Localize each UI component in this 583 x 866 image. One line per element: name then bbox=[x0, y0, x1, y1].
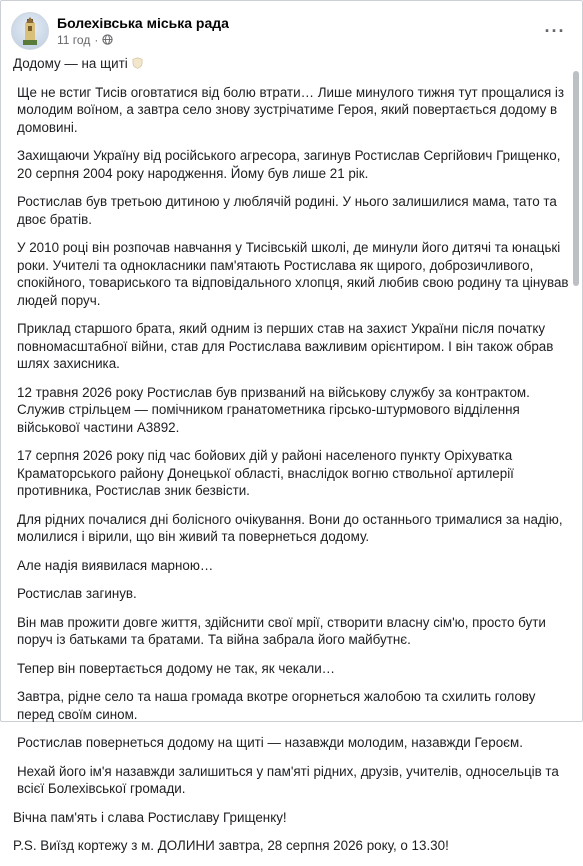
ps-line: P.S. Виїзд кортежу з м. ДОЛИНИ завтра, 28 серпня 2026 року, о 13.30! bbox=[13, 838, 449, 853]
paragraph: Захищаючи Україну від російського агресора, загинув Ростислав Сергійович Грищенко, 20 серпня 2004 року народження. Йому був лише 21 рік. bbox=[17, 148, 561, 181]
globe-icon bbox=[102, 34, 113, 45]
post-meta bbox=[57, 15, 540, 48]
paragraph: Ще не встиг Тисів оговтатися від болю втрати… Лише минулого тижня тут прощалися із молодим воїном, а завтра село знову зустрічатиме Героя, який повертається додому в домовині. bbox=[17, 84, 565, 135]
paragraph: 17 серпня 2026 року під час бойових дій у районі населеного пункту Оріхуватка Краматорського району Донецької області, внаслідок вогню ствольної артилерії противника, Ростислав зник безвісти. bbox=[17, 448, 514, 498]
closing-line: Вічна пам'ять і слава Ростиславу Грищенку! bbox=[13, 809, 287, 825]
paragraph: Приклад старшого брата, який одним із перших став на захист України після початку повномасштабної війни, став для Ростислава важливим орієнтиром. І він також обрав шлях захисника. bbox=[17, 321, 554, 371]
paragraph: 12 травня 2026 року Ростислав був призваний на військову службу за контрактом. Служив стрільцем — помічником гранатометника гірсько-штурмового відділення військової частини А3892. bbox=[17, 384, 530, 435]
paragraph: Він мав прожити довге життя, здійснити свої мрії, створити власну сім'ю, просто бути поруч із батьками та братами. Та війна забрала його майбутнє. bbox=[17, 614, 546, 647]
paragraph: Нехай його ім'я назавжди залишиться у пам'яті рідних, друзів, учителів, односельців та всієї Болехівської громади. bbox=[17, 763, 559, 796]
meta-separator: · bbox=[94, 32, 99, 47]
more-options-button[interactable]: ··· bbox=[544, 20, 566, 41]
post-title-line bbox=[13, 55, 575, 73]
post-time[interactable]: 11 год bbox=[57, 32, 91, 47]
post-body bbox=[13, 55, 575, 866]
post-header bbox=[11, 11, 570, 51]
paragraph: Тепер він повертається додому не так, як чекали… bbox=[17, 660, 336, 676]
post-title: Додому — на щиті bbox=[13, 56, 128, 71]
paragraph: Ростислав повернеться додому на щиті — назавжди молодим, назавжди Героєм. bbox=[17, 735, 523, 750]
shield-icon bbox=[132, 57, 143, 69]
paragraph: Ростислав був третьою дитиною у люблячій родині. У нього залишилися мама, тато та двоє братів. bbox=[17, 194, 557, 227]
paragraph: У 2010 році він розпочав навчання у Тисівській школі, де минули його дитячі та юнацькі роки. Учителі та однокласники пам'ятають Ростислава як щирого, доброзичливого, спокійного, товариського та відповідального хлопця, який любив свою родину та цінував людей поруч. bbox=[17, 240, 569, 308]
page-avatar[interactable] bbox=[11, 12, 49, 50]
post-subline bbox=[57, 32, 540, 48]
paragraph: Завтра, рідне село та наша громада вкотре огорнеться жалобою та схилить голову перед своїм сином. bbox=[17, 689, 536, 722]
coat-of-arms-icon bbox=[12, 13, 48, 49]
page-name-link[interactable]: Болехівська міська рада bbox=[57, 14, 229, 31]
paragraph: Але надія виявилася марною… bbox=[17, 557, 214, 573]
paragraph: Ростислав загинув. bbox=[17, 586, 137, 601]
paragraph: Для рідних почалися дні болісного очікування. Вони до останнього трималися за надію, молилися і вірили, що він живий та повернеться додому. bbox=[17, 511, 563, 544]
